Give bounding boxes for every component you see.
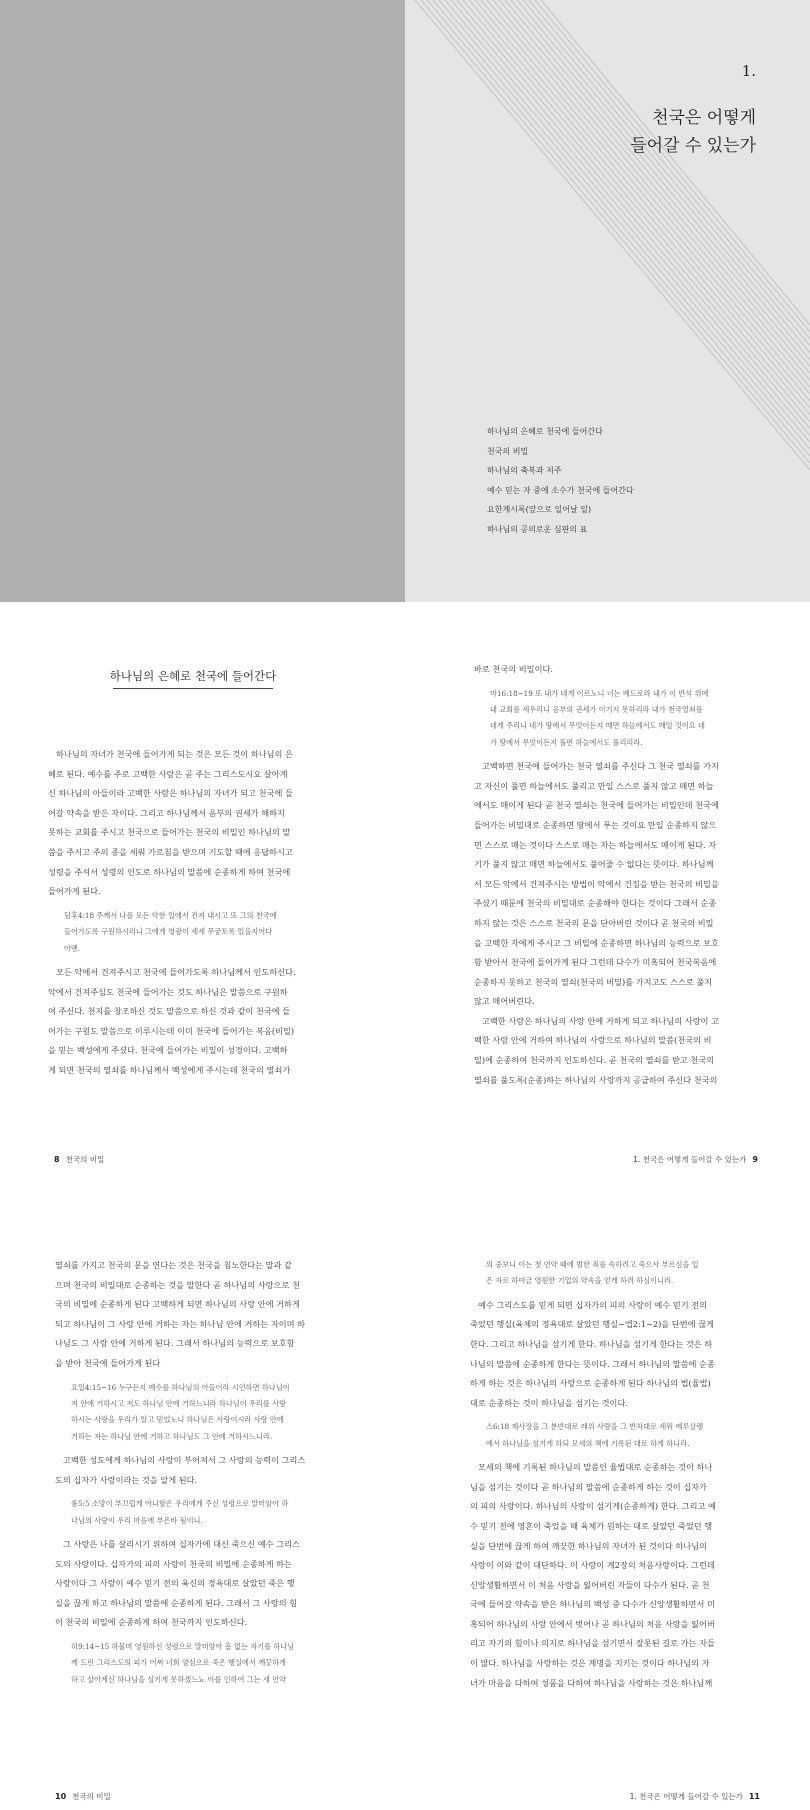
page-number: 9 (752, 1155, 758, 1164)
text-line: 도의 사랑이다. 십자가의 피의 사랑이 천국의 비밀에 순종하게 하는 (55, 1558, 292, 1569)
text-line: 백한 사람 안에 거하여 하나님의 사랑으로 하나님의 말씀(천국의 비 (474, 1035, 712, 1046)
decorative-diagonal-line (481, 0, 810, 394)
text-line: 어가는 구원도 말씀으로 이루시는데 이미 천국에 들어가는 복음(비밀) (48, 1025, 295, 1036)
page-folio (624, 1791, 760, 1802)
running-head: 천국의 비밀 (65, 1155, 105, 1164)
page-folio (627, 1154, 758, 1165)
text-line: 혜로 된다. 예수를 주로 고백한 사람은 곧 주는 그리스도시요 살아계 (48, 768, 288, 779)
text-line: 실을 끊게 하고 하나님의 말씀에 순종하게 된다. 그래서 그 사랑의 힘 (55, 1597, 298, 1608)
text-line: 신앙생활하면서 이 처음 사랑을 잃어버린 자들이 다수가 된다. 곧 천 (470, 1579, 710, 1590)
text-line: 순종하지 못하고 천국의 열쇠(천국의 비밀)를 가지고도 스스로 풀지 (474, 976, 713, 987)
chapter-number: 1. (741, 62, 756, 80)
bible-verse-quote (55, 1639, 345, 1688)
page-number: 10 (55, 1792, 67, 1801)
body-paragraph (55, 1256, 345, 1374)
text-line: 그 사랑은 나를 살리시기 위하여 십자가에 대신 죽으신 예수 그리스 (63, 1539, 300, 1550)
text-line: 들어가는 비밀대로 순종하면 땅에서 푸는 것이요 만일 순종하지 않으 (474, 819, 717, 830)
decorative-diagonal-line (529, 0, 810, 339)
chapter-title-line: 천국은 어떻게 (652, 108, 756, 128)
verse-line: 스6:18 제사장을 그 분반대로 레위 사람을 그 반차대로 세워 예루살렘 (486, 1422, 704, 1432)
text-line: 않고 매어버린다. (474, 996, 535, 1007)
body-paragraph (474, 660, 764, 680)
text-line: 못하는 교회를 주시고 천국으로 들어가는 천국의 비밀인 하나님의 말 (48, 827, 291, 838)
text-line: 들어가게 된다. (48, 886, 101, 897)
text-line: 성령을 주셔서 성령의 인도로 하나님의 말씀에 순종하게 하여 천국에 (48, 866, 291, 877)
decorative-diagonal-line (463, 0, 810, 415)
decorative-diagonal-line (511, 0, 810, 360)
page-folio (54, 1154, 110, 1165)
verse-line: 요일4:15~16 누구든지 예수를 하나님의 아들이라 시인하면 하나님이 (71, 1382, 290, 1392)
text-line: 국에 들어갈 약속을 받은 하나님의 백성 중 다수가 신앙생활하면서 미 (470, 1599, 715, 1610)
verse-line: 거하는 자는 하나님 안에 거하고 하나님도 그 안에 거하시느니라. (71, 1431, 273, 1441)
body-paragraph (470, 1458, 760, 1693)
text-line: 하게 하는 것은 하나님의 사랑으로 순종하게 된다 하나님의 법(율법) (470, 1378, 711, 1389)
text-line: 모세의 책에 기록된 하나님의 말씀인 율법대로 순종하는 것이 하나 (478, 1462, 713, 1473)
verse-line: 은 자로 하여금 영원한 기업의 약속을 얻게 하려 하심이니라. (486, 1276, 674, 1286)
decorative-diagonal-line (517, 0, 810, 353)
text-line: 여 주신다. 천지를 창조하신 것도 말씀으로 하신 것과 같이 천국에 들 (48, 1006, 291, 1017)
text-line: 기가 풀지 않고 매면 하늘에서도 풀어줄 수 없다는 뜻이다. 하나님께 (474, 859, 714, 870)
text-line: 도의 십자가 사랑이라는 것을 알게 된다. (55, 1474, 198, 1485)
decorative-diagonal-line (457, 0, 810, 422)
verse-line: 롬5:5 소망이 부끄럽게 아니함은 우리에게 주신 성령으로 말미암아 하 (71, 1499, 289, 1509)
toc-item: 요한계시록(앞으로 일어날 일) (487, 505, 592, 515)
verse-line: 가 땅에서 무엇이든지 풀면 하늘에서도 풀리리라. (490, 737, 643, 747)
text-line: 고백하면 천국에 들어가는 천국 열쇠를 주신다 그 천국 열쇠를 가지 (482, 761, 719, 772)
section-heading: 하나님의 은혜로 천국에 들어간다 (109, 669, 277, 683)
bible-verse-quote (470, 1257, 760, 1290)
text-line: 예수 그리스도를 믿게 되면 십자가의 피의 사랑이 예수 믿기 전의 (478, 1299, 708, 1310)
running-head: 1. 천국은 어떻게 들어갈 수 있는가 (633, 1155, 747, 1164)
body-paragraph (55, 1451, 345, 1490)
page-11 (470, 1257, 760, 1802)
text-line: 을 고백한 자에게 주시고 그 비밀에 순종하면 하나님의 능력으로 보호 (474, 937, 719, 948)
chapter-title-line: 들어갈 수 있는가 (630, 136, 756, 156)
body-paragraph (55, 1535, 345, 1633)
verse-line: 아멘. (64, 943, 81, 953)
page-10 (55, 1256, 345, 1802)
text-line: 고백한 사람은 하나님의 사랑 안에 거하게 되고 하나님의 사랑이 고 (482, 1015, 719, 1026)
text-line: 열쇠를 풀도록(순종)하는 하나님의 사랑까지 공급하여 주신다 천국의 (474, 1074, 718, 1085)
page-number: 8 (54, 1155, 60, 1164)
text-line: 나님의 말씀에 순종하게 한다는 뜻이다. 그래서 하나님의 말씀에 순종 (470, 1358, 715, 1369)
text-line: 신 하나님의 아들이라 고백한 사람은 하나님의 자녀가 되고 천국에 들 (48, 788, 293, 799)
body-paragraph (470, 1296, 760, 1414)
chapter-contents-list (487, 422, 634, 540)
text-line: 대로 순종하는 것이 하나님을 섬기는 것이다. (470, 1397, 628, 1408)
text-line: 나님도 그 사람 안에 거하게 된다. 그래서 하나님의 능력으로 보호함 (55, 1338, 295, 1349)
toc-item: 하나님의 은혜로 천국에 들어간다 (487, 427, 603, 436)
bible-verse-quote (48, 908, 338, 957)
verse-line: 나님의 사랑이 우리 마음에 부은바 됨이니. (71, 1515, 203, 1525)
decorative-diagonal-line (469, 0, 810, 408)
decorative-diagonal-line (505, 0, 810, 367)
verse-line: 마16:18~19 또 내가 네게 이르노니 너는 베드로라 내가 이 반석 위에 (490, 688, 709, 698)
verse-line: 내 교회를 세우리니 음부의 권세가 이기지 못하리라 내가 천국열쇠를 (490, 704, 703, 714)
text-line: 녀가 마음을 다하여 성품을 다하여 하나님을 사랑하는 것은 하나님께 (470, 1677, 713, 1688)
page-9 (474, 660, 764, 1165)
text-line: 사랑이다 그 사랑이 예수 믿기 전의 육신의 정욕대로 살았던 죽은 행 (55, 1578, 295, 1589)
decorative-diagonal-line (499, 0, 810, 373)
text-line: 함 받아서 천국에 들어가게 된다 그런데 다수가 미혹되어 천국복음에 (474, 957, 717, 968)
text-line: 모든 악에서 건져주시고 천국에 들어가도록 하나님께서 인도하신다. (56, 966, 296, 977)
body-paragraph (48, 963, 338, 1081)
text-line: 님을 섬기는 것이다 곧 하나님의 말씀에 순종하게 하는 것이 십자가 (470, 1481, 707, 1492)
text-line: 의 피의 사랑이다. 하나님의 사랑이 섬기게(순종하게) 한다. 그리고 예 (470, 1501, 716, 1512)
text-line: 사랑이 이와 같이 대단하다. 이 사랑이 계2장의 처음사랑이다. 그런데 (470, 1560, 715, 1571)
verse-line: 에서 하나님을 섬기게 하되 모세의 책에 기록된 대로 하게 하니라. (486, 1438, 690, 1448)
body-paragraph (48, 745, 338, 902)
text-line: 고백한 성도에게 하나님의 사랑이 부어져서 그 사랑의 능력이 그리스 (63, 1455, 306, 1466)
decorative-diagonal-line (487, 0, 810, 387)
running-head: 천국의 비밀 (72, 1792, 111, 1801)
toc-item: 하나님의 축복과 저주 (487, 466, 562, 476)
verse-line: 딤후4:18 주께서 나를 모든 악한 일에서 건져 내시고 또 그의 천국에 (64, 910, 277, 920)
decorative-diagonal-line (475, 0, 810, 401)
toc-item: 천국의 비밀 (487, 446, 529, 456)
text-line: 면 스스로 매는 것이다 스스로 매는 자는 하늘에서도 매이게 된다. 자 (474, 839, 717, 850)
text-line: 서 모든 악에서 건져주시는 방법이 악에서 건짐을 받는 천국의 비밀을 (474, 878, 719, 889)
bible-verse-quote (55, 1496, 345, 1529)
text-line: 한다. 그리고 하나님을 섬기게 한다. 하나님을 섬기게 한다는 것은 하 (470, 1338, 713, 1349)
text-line: 이 많다. 하나님을 사랑하는 것은 계명을 지키는 것이다 하나님의 자 (470, 1658, 710, 1669)
verse-line: 저 안에 거하시고 저도 하나님 안에 거하느니라 하나님이 우리를 사랑 (71, 1398, 286, 1408)
text-line: 수 믿기 전에 영혼이 죽었을 때 육체가 원하는 대로 살았던 죽었던 행 (470, 1520, 713, 1531)
body-paragraph (474, 757, 764, 1012)
gray-cover-panel (0, 0, 405, 602)
verse-line: 네게 주리니 네가 땅에서 무엇이든지 매면 하늘에서도 매일 것이요 네 (490, 721, 705, 731)
text-line: 이 천국의 비밀에 순종하게 하여 천국까지 인도하신다. (55, 1617, 248, 1628)
text-line: 으며 천국의 비밀대로 순종하는 것을 말한다 곧 하나님의 사랑으로 천 (55, 1279, 300, 1290)
text-line: 고 자신이 풀면 하늘에서도 풀리고 만일 스스로 풀지 않고 매면 하늘 (474, 780, 714, 791)
text-line: 주셨기 때문에 천국의 비밀대로 순종해야 한다는 것이다 그래서 순종 (474, 898, 717, 909)
text-line: 게 되면 천국의 열쇠를 하나님께서 백성에게 주시는데 천국의 열쇠가 (48, 1064, 291, 1075)
text-line: 하지 않는 것은 스스로 천국의 문을 단아버린 것이다 곧 천국의 비밀 (474, 917, 714, 928)
decorative-diagonal-line (493, 0, 810, 380)
text-line: 어갈 약속을 받은 자이다. 그리고 하나님께서 음부의 권세가 해하지 (48, 807, 285, 818)
bible-verse-quote (55, 1380, 345, 1446)
text-line: 에서도 매이게 된다 곧 천국 열쇠는 천국에 들어가는 비밀인데 천국에 (474, 800, 719, 811)
verse-line: 히9:14~15 하물며 영원하신 성령으로 말미암아 흠 없는 자기를 하나님 (71, 1642, 295, 1652)
text-line: 하나님의 자녀가 천국에 들어가게 되는 것은 모든 것이 하나님의 은 (56, 749, 293, 759)
verse-line: 의 중보니 이는 첫 언약 때에 범한 죄를 속하려고 죽으사 부르심을 입 (486, 1260, 699, 1269)
text-line: 씀을 주시고 주의 종을 세워 가르침을 받으며 기도할 때에 응답하시고 (48, 846, 293, 857)
text-line: 국의 비밀에 순종하게 된다 고백하게 되면 하나님의 사랑 안에 거하게 (55, 1299, 300, 1310)
text-line: 리고 자기의 힘이나 의지로 하나님을 섬기면서 잘못된 길로 가는 자들 (470, 1638, 715, 1649)
text-line: 되고 하나님이 그 사랑 안에 거하는 자는 하나님 안에 거하는 자이며 하 (55, 1318, 306, 1329)
body-paragraph (474, 1012, 764, 1090)
toc-item: 하나님의 공의로운 심판의 표 (487, 524, 588, 534)
page-8 (48, 668, 338, 1165)
text-line: 을 받아 천국에 들어가게 된다 (55, 1357, 161, 1368)
text-line: 혹되어 하나님의 사랑 안에서 벗어나 곧 하나님의 처음 사랑을 잃어버 (470, 1618, 715, 1629)
page-folio (55, 1791, 117, 1802)
text-line: 악에서 건져주심도 천국에 들어가는 것도 하나님은 말씀으로 구원하 (48, 986, 288, 997)
text-line: 실을 단번에 끊게 하여 깨끗한 하나님의 자녀가 된 것이다 하나님의 (470, 1540, 707, 1551)
chapter-opening-spread (0, 0, 810, 602)
verse-line: 께 드린 그리스도의 피가 어찌 너희 양심으로 죽은 행실에서 깨끗하게 (71, 1658, 286, 1668)
chapter-title (630, 104, 756, 160)
decorative-diagonal-line (451, 0, 810, 429)
verse-line: 하고 살아계신 하나님을 섬기게 못하겠느뇨 이를 인하여 그는 새 언약 (71, 1674, 286, 1684)
toc-item: 예수 믿는 자 중에 소수가 천국에 들어간다 (487, 485, 634, 495)
running-head: 1. 천국은 어떻게 들어갈 수 있는가 (629, 1792, 743, 1801)
page-number: 11 (748, 1792, 760, 1801)
bible-verse-quote (470, 1419, 760, 1452)
decorative-diagonal-line (535, 0, 810, 332)
text-line: 을 믿는 백성에게 주셨다. 천국에 들어가는 비밀이 성경이다. 고백하 (48, 1045, 288, 1056)
text-line: 죽었던 행실(육체의 정욕대로 살았던 행실~엡2:1~2)을 단번에 끊게 (470, 1319, 714, 1330)
verse-line: 들어가도록 구원하시리니 그에게 영광이 세세 무궁토록 있을지어다 (64, 927, 273, 937)
text-line: 열쇠를 가지고 천국의 문을 연다는 것은 천국을 침노한다는 말과 같 (55, 1260, 292, 1270)
verse-line: 하시는 사랑을 우리가 알고 믿었노니 하나님은 사랑이시라 사랑 안에 (71, 1415, 284, 1425)
bible-verse-quote (474, 686, 764, 752)
text-line: 바로 천국의 비밀이다. (474, 664, 553, 674)
text-line: 밀)에 순종하여 천국까지 인도하신다. 곧 천국의 열쇠를 받고 천국의 (474, 1055, 715, 1066)
